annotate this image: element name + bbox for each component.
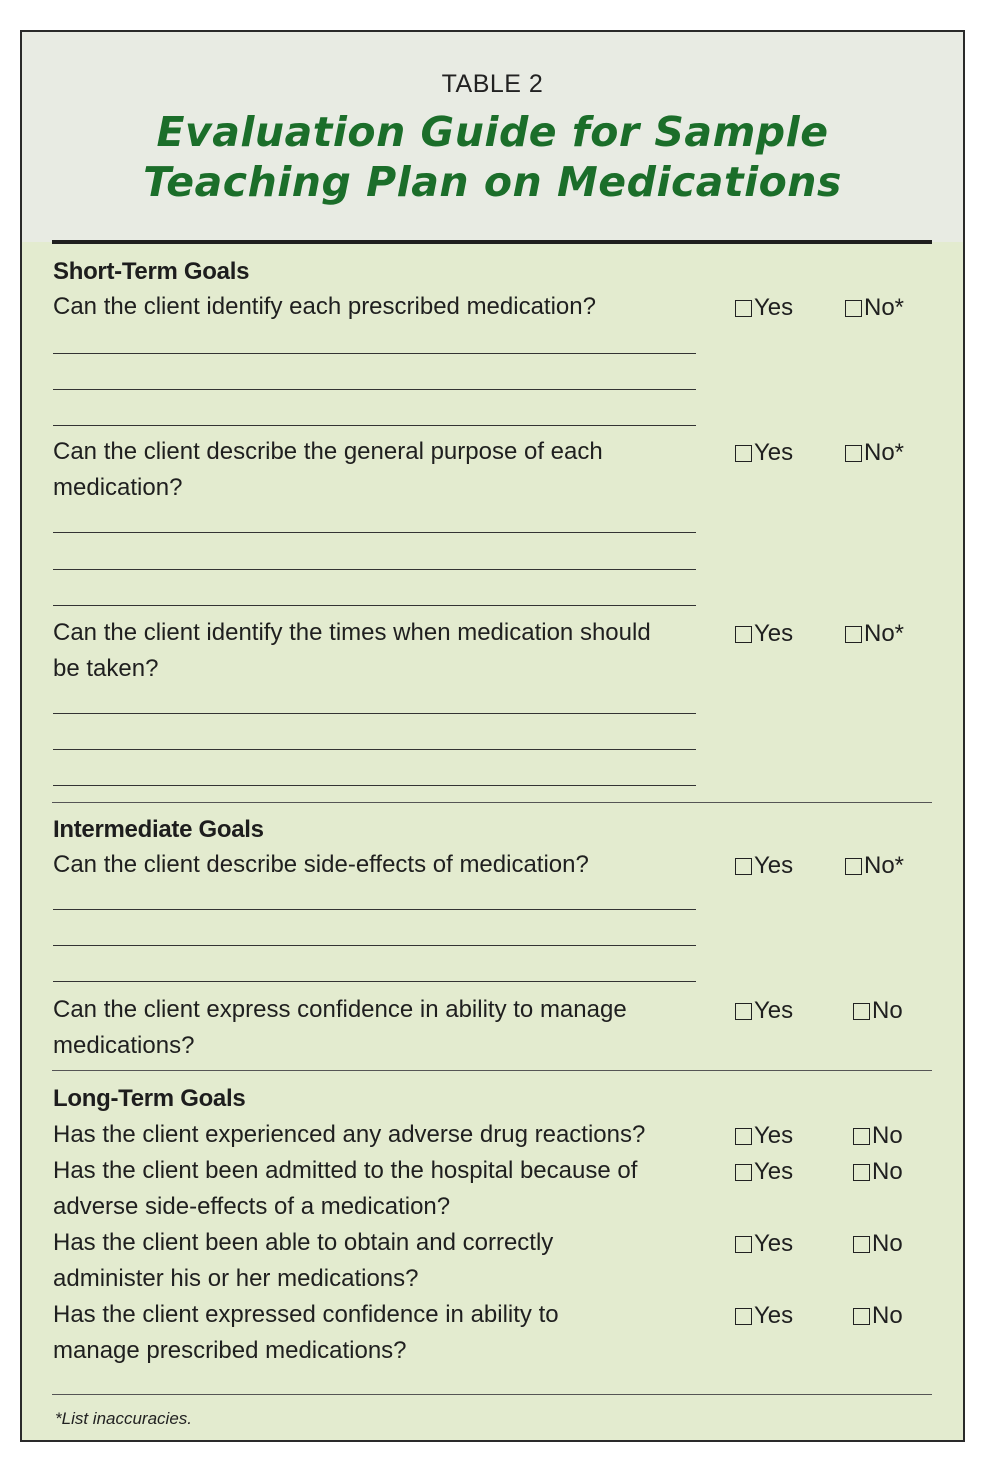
yes-option-short-2[interactable] — [735, 438, 793, 468]
yes-label: Yes — [754, 997, 794, 1024]
no-option-long-1[interactable] — [853, 1121, 903, 1151]
question-text-line-2: adverse side-effects of a medication? — [53, 1193, 451, 1220]
no-label: No* — [864, 439, 905, 466]
question-text-line-1: Can the client express confidence in ability to manage — [53, 996, 627, 1023]
question-text: Has the client experienced any adverse drug reactions? — [53, 1121, 646, 1148]
no-checkbox[interactable] — [845, 626, 862, 643]
question-intermediate-1 — [53, 847, 693, 883]
table-number: TABLE 2 — [441, 70, 544, 98]
answer-line[interactable] — [53, 909, 696, 910]
header-divider — [52, 240, 932, 244]
question-intermediate-2 — [53, 992, 693, 1064]
answer-line[interactable] — [53, 532, 696, 533]
yes-option-long-4[interactable] — [735, 1301, 793, 1331]
yes-option-long-2[interactable] — [735, 1157, 793, 1187]
question-short-3 — [53, 615, 693, 687]
section-title-intermediate: Intermediate Goals — [53, 816, 264, 843]
yes-label: Yes — [754, 852, 794, 879]
yes-label: Yes — [754, 439, 794, 466]
answer-line[interactable] — [53, 749, 696, 750]
no-option-long-2[interactable] — [853, 1157, 903, 1187]
evaluation-guide-table — [20, 30, 965, 1442]
yes-checkbox[interactable] — [735, 300, 752, 317]
question-short-2 — [53, 434, 693, 506]
no-label: No — [872, 1158, 903, 1185]
table-header — [22, 32, 963, 242]
no-label: No — [872, 1302, 903, 1329]
table-title-line-2: Teaching Plan on Medications — [143, 158, 842, 206]
question-text-line-1: Has the client been able to obtain and correctly — [53, 1229, 554, 1256]
question-long-1 — [53, 1117, 693, 1153]
yes-option-short-3[interactable] — [735, 619, 793, 649]
yes-label: Yes — [754, 294, 794, 321]
yes-label: Yes — [754, 620, 794, 647]
no-checkbox[interactable] — [845, 445, 862, 462]
no-option-short-2[interactable] — [845, 438, 904, 468]
answer-line[interactable] — [53, 569, 696, 570]
question-text-line-1: Can the client identify the times when medication should — [53, 619, 651, 646]
question-text-line-1: Has the client expressed confidence in ability to — [53, 1301, 559, 1328]
section-title-short-term: Short-Term Goals — [53, 258, 250, 285]
yes-checkbox[interactable] — [735, 1164, 752, 1181]
no-option-short-3[interactable] — [845, 619, 904, 649]
question-text-line-2: manage prescribed medications? — [53, 1337, 407, 1364]
question-long-3 — [53, 1225, 693, 1297]
no-label: No* — [864, 852, 905, 879]
no-checkbox[interactable] — [845, 858, 862, 875]
question-text-line-1: Can the client describe the general purpose of each — [53, 438, 603, 465]
question-text-line-1: Has the client been admitted to the hospital because of — [53, 1157, 638, 1184]
yes-option-short-1[interactable] — [735, 293, 793, 323]
no-option-long-4[interactable] — [853, 1301, 903, 1331]
yes-label: Yes — [754, 1302, 794, 1329]
no-option-short-1[interactable] — [845, 293, 904, 323]
yes-option-intermediate-2[interactable] — [735, 996, 793, 1026]
no-checkbox[interactable] — [853, 1236, 870, 1253]
question-text: Can the client describe side-effects of medication? — [53, 851, 589, 878]
yes-label: Yes — [754, 1122, 794, 1149]
section-divider — [52, 802, 932, 803]
no-label: No* — [864, 620, 905, 647]
footnote: *List inaccuracies. — [55, 1409, 193, 1428]
no-option-intermediate-2[interactable] — [853, 996, 903, 1026]
no-checkbox[interactable] — [853, 1128, 870, 1145]
no-checkbox[interactable] — [853, 1308, 870, 1325]
question-text-line-2: be taken? — [53, 655, 159, 682]
no-option-intermediate-1[interactable] — [845, 851, 904, 881]
question-short-1 — [53, 289, 693, 325]
yes-label: Yes — [754, 1230, 794, 1257]
no-label: No — [872, 1230, 903, 1257]
yes-option-long-3[interactable] — [735, 1229, 793, 1259]
yes-checkbox[interactable] — [735, 858, 752, 875]
no-checkbox[interactable] — [853, 1003, 870, 1020]
answer-line[interactable] — [53, 713, 696, 714]
footnote-divider — [52, 1394, 932, 1395]
section-divider — [52, 1070, 932, 1071]
question-text-line-2: administer his or her medications? — [53, 1265, 419, 1292]
no-label: No — [872, 1122, 903, 1149]
yes-option-intermediate-1[interactable] — [735, 851, 793, 881]
yes-option-long-1[interactable] — [735, 1121, 793, 1151]
question-text: Can the client identify each prescribed medication? — [53, 293, 596, 320]
answer-line[interactable] — [53, 425, 696, 426]
yes-label: Yes — [754, 1158, 794, 1185]
question-text-line-2: medication? — [53, 474, 183, 501]
question-long-2 — [53, 1153, 693, 1225]
yes-checkbox[interactable] — [735, 1236, 752, 1253]
answer-line[interactable] — [53, 389, 696, 390]
question-long-4 — [53, 1297, 693, 1369]
section-title-long-term: Long-Term Goals — [53, 1085, 246, 1112]
yes-checkbox[interactable] — [735, 445, 752, 462]
answer-line[interactable] — [53, 945, 696, 946]
answer-line[interactable] — [53, 605, 696, 606]
yes-checkbox[interactable] — [735, 626, 752, 643]
answer-line[interactable] — [53, 981, 696, 982]
no-label: No* — [864, 294, 905, 321]
yes-checkbox[interactable] — [735, 1003, 752, 1020]
yes-checkbox[interactable] — [735, 1128, 752, 1145]
answer-line[interactable] — [53, 785, 696, 786]
no-label: No — [872, 997, 903, 1024]
question-text-line-2: medications? — [53, 1032, 195, 1059]
answer-line[interactable] — [53, 353, 696, 354]
yes-checkbox[interactable] — [735, 1308, 752, 1325]
table-title-line-1: Evaluation Guide for Sample — [156, 108, 829, 156]
no-checkbox[interactable] — [845, 300, 862, 317]
no-option-long-3[interactable] — [853, 1229, 903, 1259]
no-checkbox[interactable] — [853, 1164, 870, 1181]
